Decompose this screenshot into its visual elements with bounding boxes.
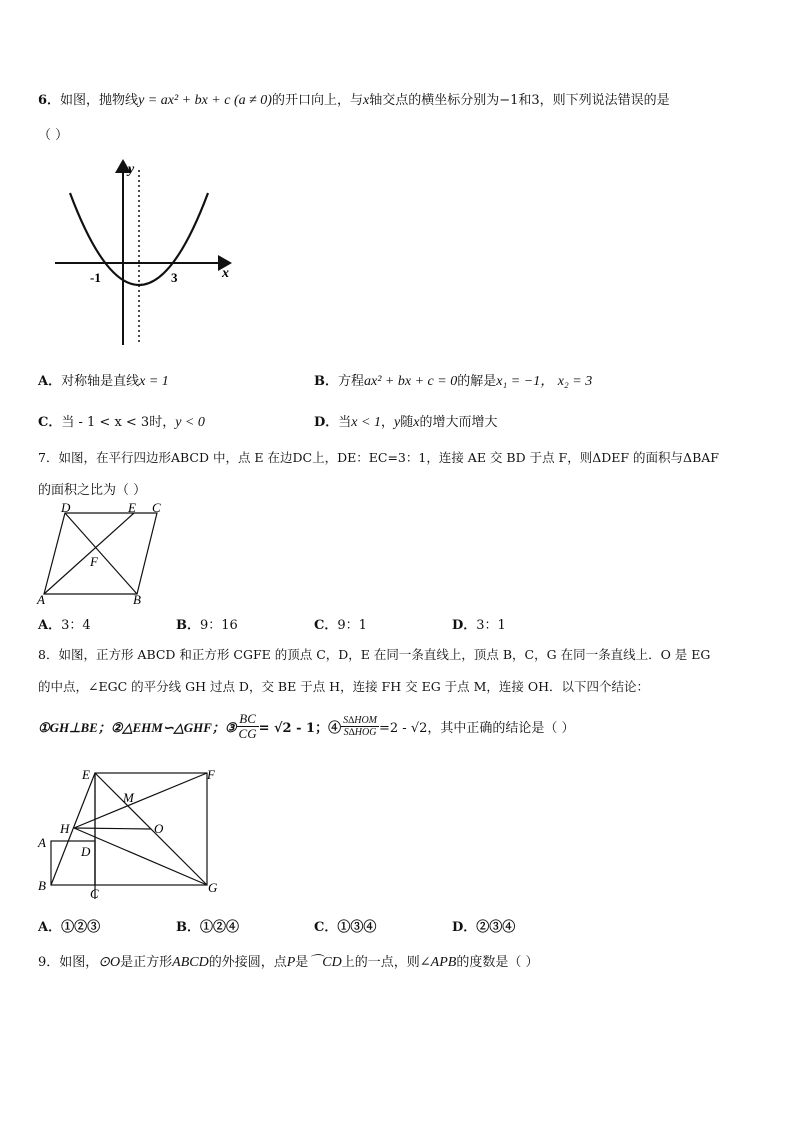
q6-stem-a: 如图，抛物线 [60,93,139,108]
fig8-label-g: G [208,880,218,895]
fig7-label-f: F [90,554,98,569]
q8-conclusions [38,712,575,742]
q7-parallelogram-figure [34,500,169,608]
fig8-label-o: O [154,821,164,836]
q7-option-c: C．9：1 [314,618,367,633]
segment-hf [74,773,207,828]
q6-option-c: C．当 - 1 < x < 3时，y < 0 [38,415,205,430]
q6-x: x [362,93,370,108]
fig8-label-f: F [207,767,215,782]
q6-parabola-graph [50,155,240,350]
graph-label-neg1: -1 [90,270,101,285]
graph-label-3: 3 [171,270,178,285]
fig7-label-b: B [133,592,141,607]
q6-number: 6． [38,93,61,108]
q6-stem-c: 轴交点的横坐标分别为−1和3，则下列说法错误的是 [369,93,670,108]
q6-option-b: B．方程ax² + bx + c = 0的解是x₁ = −1， x₂ = 3 [314,374,593,389]
segment-be [51,773,95,885]
q8-option-d: D．②③④ [452,920,516,935]
segment-hg [74,828,207,885]
q6-paren: （ ） [38,128,69,143]
segment-bd [65,513,137,594]
q7-option-d: D．3：1 [452,618,506,633]
q9-stem: 9．如图，⊙O是正方形ABCD的外接圆，点P是⌒CD上的一点，则∠APB的度数是（ ） [38,955,539,970]
fig8-label-e: E [82,767,90,782]
q8-conclusions-c: =2 - √2，其中正确的结论是（ ） [379,721,575,737]
fig8-label-m: M [123,790,134,805]
q8-option-c: C．①③④ [314,920,377,935]
fig8-label-c: C [90,886,99,899]
q8-option-b: B．①②④ [176,920,240,935]
fig8-label-a: A [38,835,46,850]
graph-label-y: y [128,162,135,177]
segment-ae [44,513,134,594]
q8-stem-line2: 的中点，∠EGC 的平分线 GH 过点 D，交 BE 于点 H，连接 FH 交 EG 于点 M，连接 OH．以下四个结论： [38,679,650,694]
q7-option-b: B．9：16 [176,618,238,633]
q7-stem-line2: 的面积之比为（ ） [38,483,147,498]
q9-circle-o: ⊙O [98,955,121,970]
q6-option-a: A．对称轴是直线x = 1 [38,374,169,389]
fig8-label-h: H [60,821,70,836]
graph-label-x: x [222,266,229,281]
fig7-label-d: D [61,500,71,515]
q8-fraction-bc-cg: $\frac{BC}{CG}$ [238,711,257,742]
fig7-label-c: C [152,500,161,515]
q6-stem-b: 的开口向上，与 [271,93,363,108]
q6-stem [38,89,670,109]
q6-formula: y = ax² + bx + c (a ≠ 0) [138,93,272,108]
segment-ho [74,828,151,829]
q6-option-d: D．当x < 1，y随x的增大而增大 [314,415,498,430]
fig8-label-d: D [81,844,91,859]
q7-option-a: A．3：4 [38,618,91,633]
q8-conclusions-b: = √2 - 1；④ [258,721,342,737]
q8-fraction-area-ratio: $\frac{\text{S∆HOM}}{\text{S∆HOG}}$ [343,715,378,739]
q9-arc-cd: ⌒CD [308,955,342,970]
fig8-label-b: B [38,878,46,893]
q7-stem-line1: 7．如图，在平行四边形ABCD 中，点 E 在边DC上，DE：EC=3：1，连接 AE 交 BD 于点 F，则ΔDEF 的面积与ΔBAF [38,450,719,465]
q8-squares-figure [32,764,222,899]
fig7-label-a: A [37,592,45,607]
q8-stem-line1: 8．如图，正方形 ABCD 和正方形 CGFE 的顶点 C，D，E 在同一条直线上，顶点 B，C，G 在同一条直线上．O 是 EG [38,647,711,662]
q8-conclusions-a: ①GH⊥BE；②△EHM∽△GHF；③ [38,720,237,736]
fig7-label-e: E [128,500,136,515]
q8-option-a: A．①②③ [38,920,101,935]
